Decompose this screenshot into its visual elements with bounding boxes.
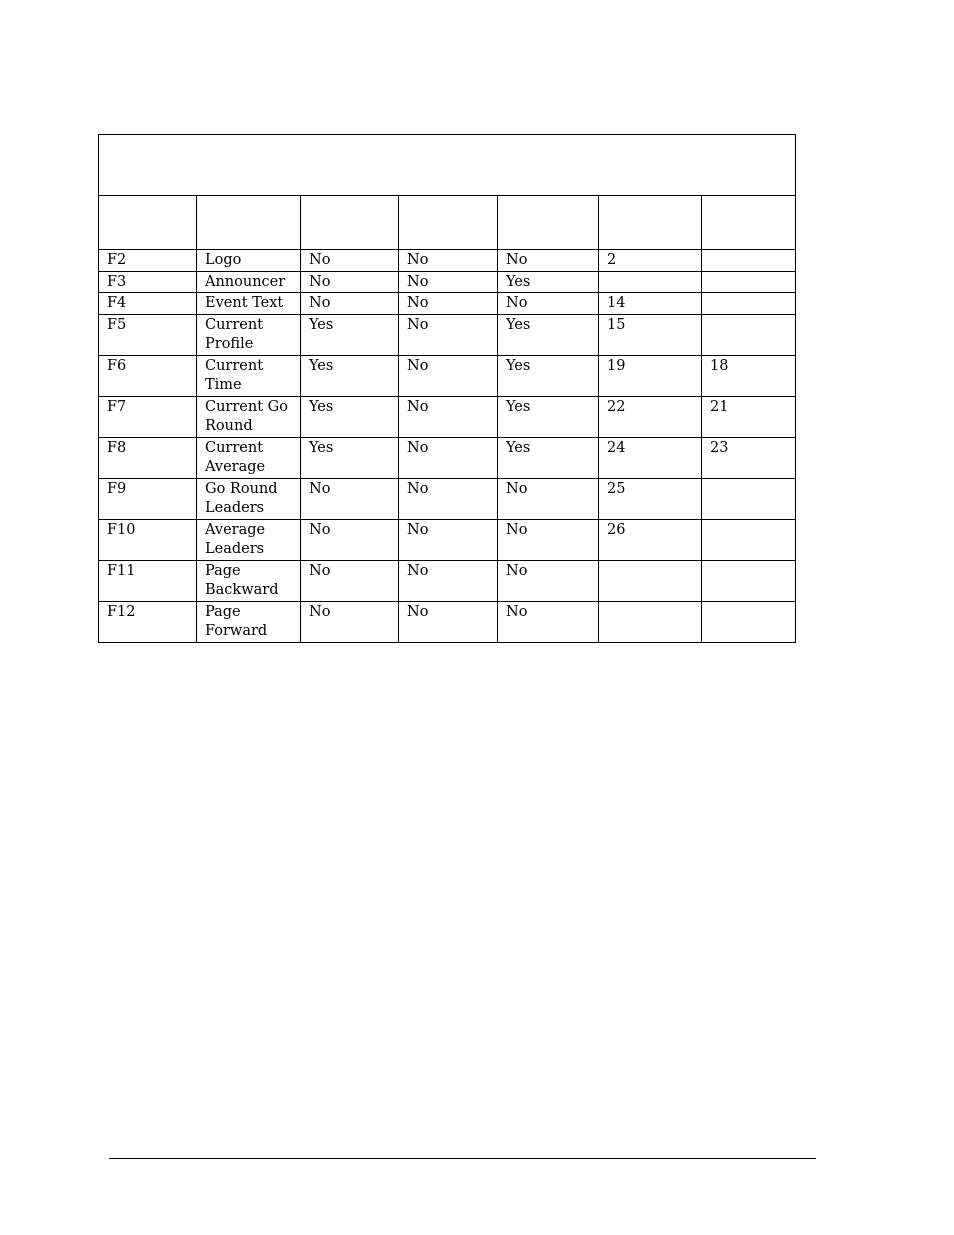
table-cell: No (399, 314, 498, 355)
table-cell: No (399, 250, 498, 272)
table-cell: Yes (301, 396, 399, 437)
table-cell (702, 271, 796, 293)
header-cell (498, 196, 599, 250)
table-cell: No (399, 560, 498, 601)
header-cell (702, 196, 796, 250)
table-cell: Current Profile (197, 314, 301, 355)
header-cell (399, 196, 498, 250)
table-cell: Yes (301, 314, 399, 355)
table-cell: Current Average (197, 437, 301, 478)
table-cell: Current Time (197, 355, 301, 396)
table-cell (702, 519, 796, 560)
table-title-row (99, 135, 796, 196)
table-cell: 14 (599, 293, 702, 315)
table-cell: Page Forward (197, 601, 301, 642)
table-cell: No (498, 519, 599, 560)
table-cell (702, 250, 796, 272)
table-cell: 21 (702, 396, 796, 437)
table-row (99, 437, 796, 478)
table-cell: No (301, 601, 399, 642)
table-cell: 2 (599, 250, 702, 272)
table-cell: F7 (99, 396, 197, 437)
table-row (99, 560, 796, 601)
table-cell: Page Backward (197, 560, 301, 601)
table-cell: Yes (498, 355, 599, 396)
table-cell: No (399, 271, 498, 293)
table-cell (702, 601, 796, 642)
table-cell: Yes (498, 437, 599, 478)
table-row (99, 250, 796, 272)
table-cell: F11 (99, 560, 197, 601)
table-cell: 24 (599, 437, 702, 478)
header-cell (197, 196, 301, 250)
table-cell: No (399, 396, 498, 437)
table-cell: No (301, 519, 399, 560)
table-cell: Average Leaders (197, 519, 301, 560)
table-cell: F9 (99, 478, 197, 519)
table-cell: 19 (599, 355, 702, 396)
table-row (99, 601, 796, 642)
table-title-cell (99, 135, 796, 196)
table-cell: Current Go Round (197, 396, 301, 437)
table-row (99, 314, 796, 355)
table-cell: 15 (599, 314, 702, 355)
table-row (99, 271, 796, 293)
function-key-table (98, 134, 796, 643)
table-cell: No (301, 560, 399, 601)
table-cell: 26 (599, 519, 702, 560)
table-cell: Announcer (197, 271, 301, 293)
footer-rule (109, 1158, 816, 1159)
table-cell (599, 560, 702, 601)
table-cell: No (399, 478, 498, 519)
table-cell (599, 271, 702, 293)
table-cell: No (399, 355, 498, 396)
table-row (99, 396, 796, 437)
table-cell: F3 (99, 271, 197, 293)
table-cell: Yes (498, 396, 599, 437)
table-row (99, 478, 796, 519)
table-cell: F2 (99, 250, 197, 272)
table-cell: F8 (99, 437, 197, 478)
table-cell (702, 293, 796, 315)
table-cell: F5 (99, 314, 197, 355)
table-cell: Yes (301, 437, 399, 478)
table-cell (702, 314, 796, 355)
table-row (99, 355, 796, 396)
table-cell: F4 (99, 293, 197, 315)
table-cell: 23 (702, 437, 796, 478)
table-row (99, 519, 796, 560)
table-cell: No (301, 250, 399, 272)
table-cell (599, 601, 702, 642)
table-cell: No (498, 478, 599, 519)
header-cell (99, 196, 197, 250)
table-cell: No (301, 478, 399, 519)
table-cell (702, 560, 796, 601)
table-cell: Event Text (197, 293, 301, 315)
table-cell: No (301, 293, 399, 315)
table-cell: F12 (99, 601, 197, 642)
header-cell (301, 196, 399, 250)
table-cell: No (498, 560, 599, 601)
table-cell: No (399, 437, 498, 478)
table-cell: Logo (197, 250, 301, 272)
header-cell (599, 196, 702, 250)
table-cell: No (301, 271, 399, 293)
table-cell: Yes (498, 271, 599, 293)
table-cell: No (399, 293, 498, 315)
table-cell (702, 478, 796, 519)
table-cell: No (498, 601, 599, 642)
table-cell: 18 (702, 355, 796, 396)
table-row (99, 293, 796, 315)
table-cell: F6 (99, 355, 197, 396)
table-header-row (99, 196, 796, 250)
table-cell: 25 (599, 478, 702, 519)
table-cell: F10 (99, 519, 197, 560)
table-cell: No (498, 250, 599, 272)
table-cell: Yes (301, 355, 399, 396)
table-cell: No (399, 601, 498, 642)
table-cell: 22 (599, 396, 702, 437)
table-cell: Yes (498, 314, 599, 355)
table-cell: No (399, 519, 498, 560)
table-cell: Go Round Leaders (197, 478, 301, 519)
table-cell: No (498, 293, 599, 315)
